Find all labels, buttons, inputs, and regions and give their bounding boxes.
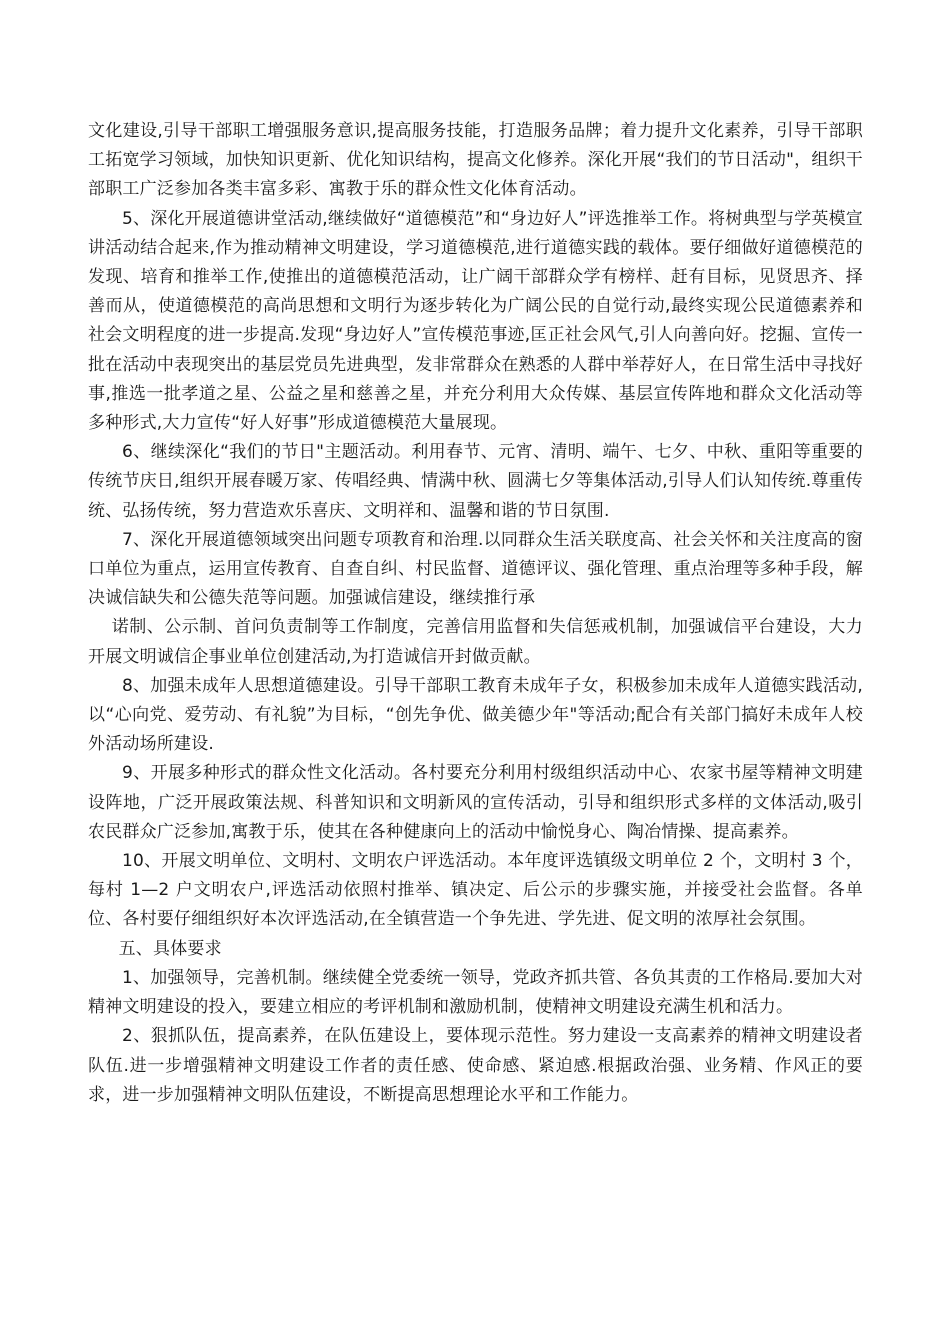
paragraph-requirement-1: 1、加强领导，完善机制。继续健全党委统一领导，党政齐抓共管、各负其责的工作格局.要加大对精神文明建设的投入，要建立相应的考评机制和激励机制，使精神文明建设充满生机和活力。 — [88, 967, 863, 1018]
section-heading-requirements: 五、具体要求 — [118, 938, 222, 959]
paragraph-item-7-continued: 诺制、公示制、首问负责制等工作制度，完善信用监督和失信惩戒机制，加强诚信平台建设，大力开展文明诚信企事业单位创建活动,为打造诚信开封做贡献。 — [88, 617, 863, 667]
document-body — [88, 117, 863, 1110]
paragraph-item-8: 8、加强未成年人思想道德建设。引导干部职工教育未成年子女，积极参加未成年人道德实践活动,以“心向党、爱劳动、有礼貌”为目标，“创先争优、做美德少年"等活动;配合有关部门搞好未成年人校外活动场所建设. — [88, 675, 863, 755]
paragraph-item-7: 7、深化开展道德领域突出问题专项教育和治理.以同群众生活关联度高、社会关怀和关注度高的窗口单位为重点，运用宣传教育、自查自纠、村民监督、道德评议、强化管理、重点治理等多种手段，解决诚信缺失和公德失范等问题。加强诚信建设，继续推行承 — [88, 529, 863, 609]
paragraph-item-6: 6、继续深化“我们的节日"主题活动。利用春节、元宵、清明、端午、七夕、中秋、重阳等重要的传统节庆日,组织开展春暖万家、传唱经典、情满中秋、圆满七夕等集体活动,引导人们认知传统.尊重传统、弘扬传统，努力营造欢乐喜庆、文明祥和、温馨和谐的节日氛围. — [88, 442, 863, 521]
paragraph-item-10: 10、开展文明单位、文明村、文明农户评选活动。本年度评选镇级文明单位 2 个，文明村 3 个，每村 1—2 户文明农户,评选活动依照村推举、镇决定、后公示的步骤实施，并接受社会监督。各单位、各村要仔细组织好本次评选活动,在全镇营造一个争先进、学先进、促文明的浓厚社会氛围。 — [88, 851, 863, 930]
paragraph-culture-continued: 文化建设,引导干部职工增强服务意识,提高服务技能，打造服务品牌；着力提升文化素养，引导干部职工拓宽学习领域，加快知识更新、优化知识结构，提高文化修养。深化开展“我们的节日活动"，组织干部职工广泛参加各类丰富多彩、寓教于乐的群众性文化体育活动。 — [88, 121, 863, 200]
paragraph-requirement-2: 2、狠抓队伍，提高素养，在队伍建设上，要体现示范性。努力建设一支高素养的精神文明建设者队伍.进一步增强精神文明建设工作者的责任感、使命感、紧迫感.根据政治强、业务精、作风正的要求，进一步加强精神文明队伍建设，不断提高思想理论水平和工作能力。 — [88, 1026, 863, 1105]
paragraph-item-9: 9、开展多种形式的群众性文化活动。各村要充分利用村级组织活动中心、农家书屋等精神文明建设阵地，广泛开展政策法规、科普知识和文明新风的宣传活动，引导和组织形式多样的文体活动,吸引农民群众广泛参加,寓教于乐，使其在各种健康向上的活动中愉悦身心、陶冶情操、提高素养。 — [88, 763, 863, 842]
paragraph-item-5: 5、深化开展道德讲堂活动,继续做好“道德模范”和“身边好人”评选推举工作。将树典型与学英模宣讲活动结合起来,作为推动精神文明建设，学习道德模范,进行道德实践的载体。要仔细做好道德模范的发现、培育和推举工作,使推出的道德模范活动，让广阔干部群众学有榜样、赶有目标，见贤思齐、择善而从，使道德模范的高尚思想和文明行为逐步转化为广阔公民的自觉行动,最终实现公民道德素养和社会文明程度的进一步提高.发现“身边好人”宣传模范事迹,匡正社会风气,引人向善向好。挖掘、宣传一批在活动中表现突出的基层党员先进典型，发非常群众在熟悉的人群中举荐好人，在日常生活中寻找好事,推选一批孝道之星、公益之星和慈善之星，并充分利用大众传媒、基层宣传阵地和群众文化活动等多种形式,大力宣传“好人好事”形成道德模范大量展现。 — [88, 208, 863, 434]
